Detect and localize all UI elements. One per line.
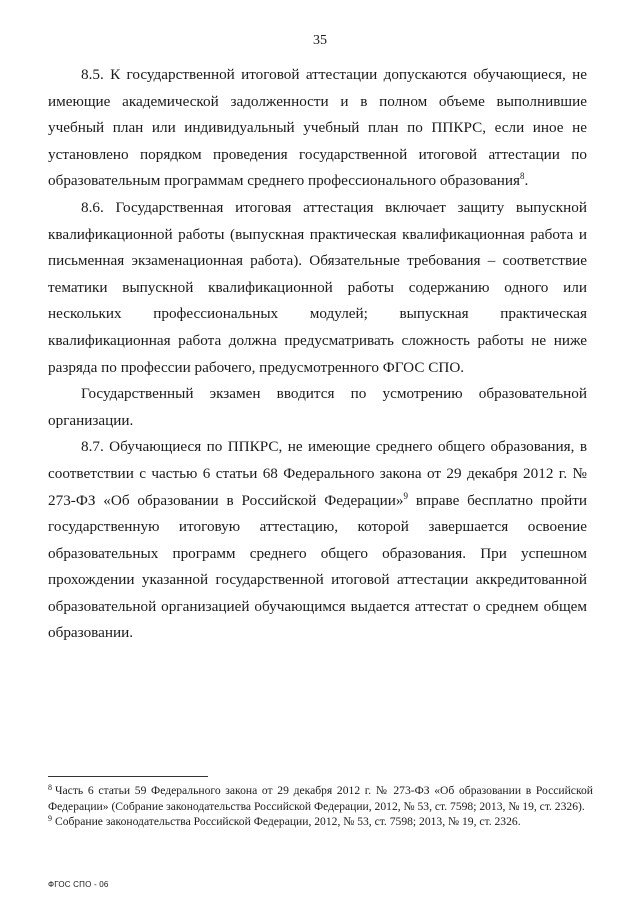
footnote-9 [48,814,593,830]
paragraph-text-tail: вправе бесплатно пройти государственную итоговую аттестацию, которой завершается освоение образовательных программ среднего общего образования. При успешном прохождении указанной государственной итоговой аттестации аккредитованной образовательной организацией обучающимся выдается аттестат о среднем общем образовании. [48,491,587,642]
footnote-reference[interactable]: 8 [520,171,525,182]
paragraph-text: Государственный экзамен вводится по усмотрению образовательной организации. [48,385,587,429]
paragraph-text: 8.6. Государственная итоговая аттестация включает защиту выпускной квалификационной работы (выпускная практическая квалификационная работа и письменная экзаменационная работа). Обязательные требования – соответствие тематики выпускной квалификационной работы содержанию одного или нескольких профессиональных модулей; выпускная практическая квалификационная работа должна предусматривать сложность работы не ниже разряда по профессии рабочего, предусмотренного ФГОС СПО. [48,198,587,376]
footnote-divider [48,776,208,777]
paragraph-8-6 [48,195,587,381]
paragraph-text: 8.5. К государственной итоговой аттестации допускаются обучающиеся, не имеющие академической задолженности и в полном объеме выполнившие учебный план или индивидуальный учебный план по ППКРС, если иное не установлено порядком проведения государственной итоговой аттестации по образовательным программам среднего профессионального образования [48,66,587,190]
footnote-text: Собрание законодательства Российской Федерации, 2012, № 53, ст. 7598; 2013, № 19, ст. 2326. [55,815,521,829]
footnote-mark: 8 [48,783,52,792]
footnotes [48,783,593,830]
paragraph-text: 8.7. Обучающиеся по ППКРС, не имеющие среднего общего образования, в соответствии с частью 6 статьи 68 Федерального закона от 29 декабря 2012 г. № 273-ФЗ «Об образовании в Российской Федерации» [48,438,587,509]
paragraph-text-tail: . [524,172,529,190]
body-text [48,62,587,647]
paragraph-8-7 [48,434,587,647]
paragraph-8-5 [48,62,587,195]
paragraph-state-exam [48,381,587,434]
document-code: ФГОС СПО - 06 [48,880,109,889]
footnote-text: Часть 6 статьи 59 Федерального закона от 29 декабря 2012 г. № 273-ФЗ «Об образовании в Российской Федерации» (Собрание законодательства Российской Федерации, 2012, № 53, ст. 7598; 2013, № 19, ст. 2326). [48,784,593,813]
footnote-mark: 9 [48,814,52,824]
footnote-8 [48,783,593,814]
page-number: 35 [313,33,327,48]
footnote-reference[interactable]: 9 [403,490,409,501]
